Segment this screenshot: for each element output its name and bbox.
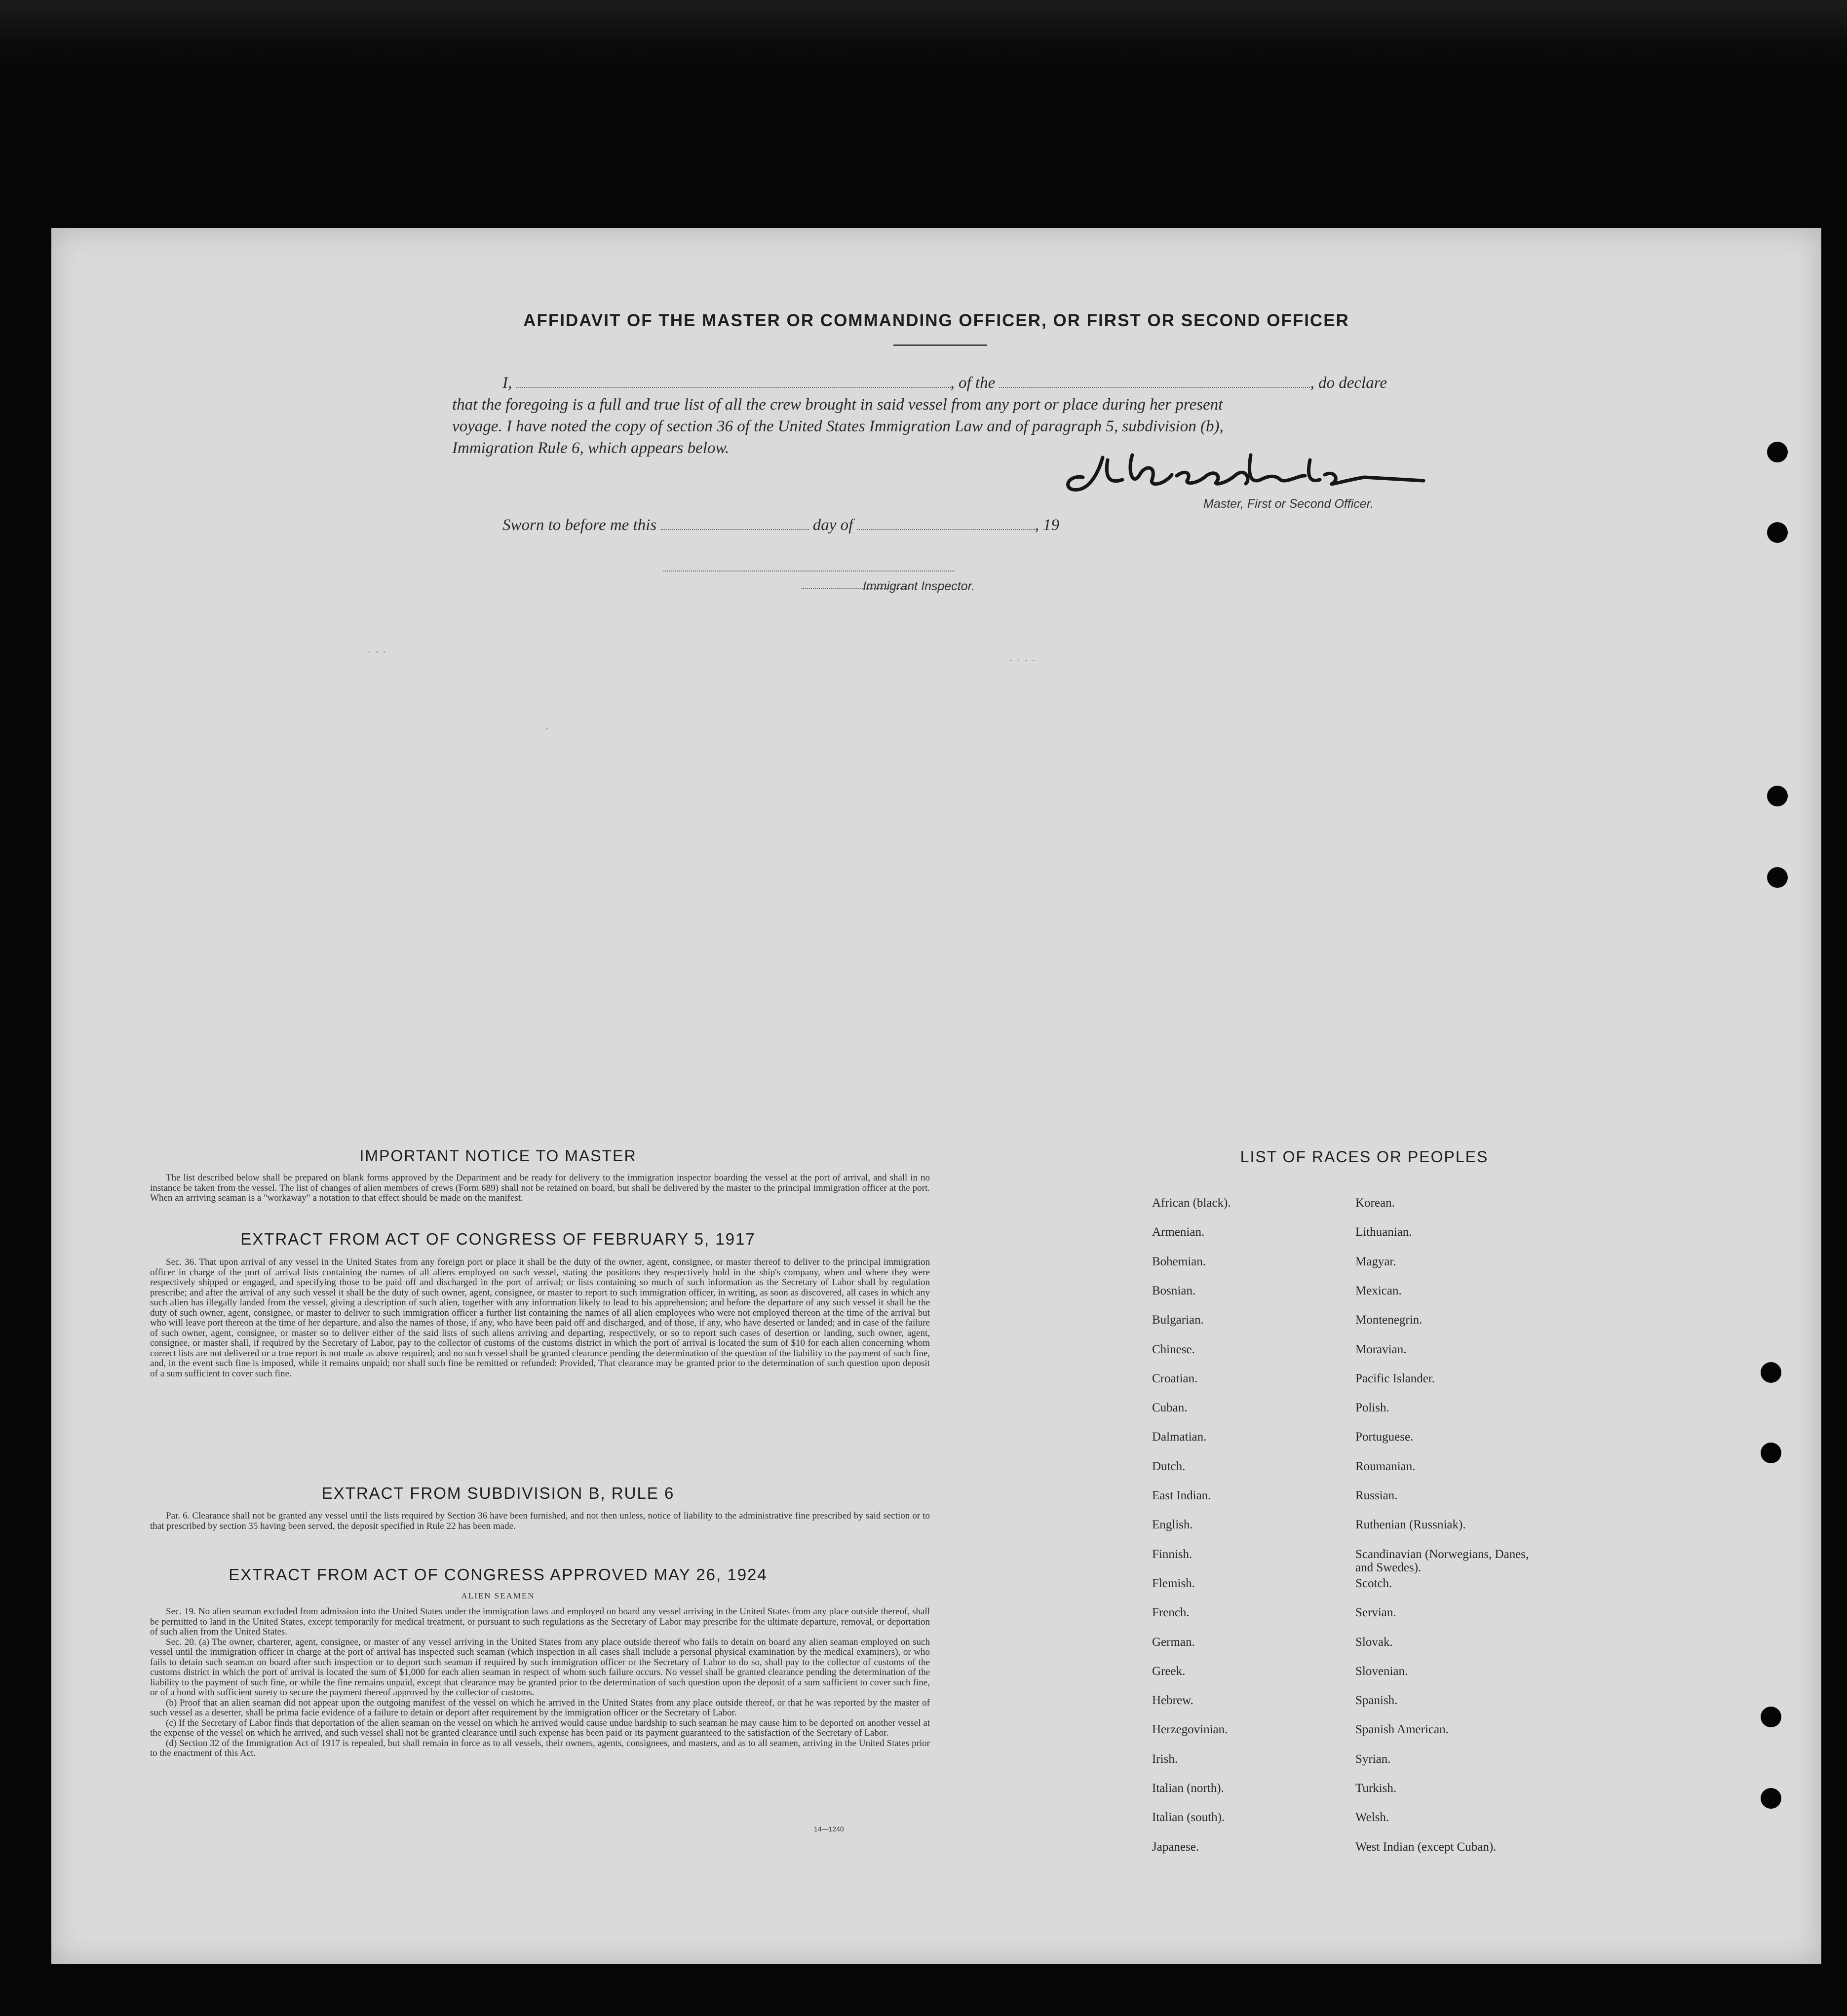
races-title: LIST OF RACES OR PEOPLES xyxy=(1240,1148,1489,1166)
affidavit-title: AFFIDAVIT OF THE MASTER OR COMMANDING OFFICER, OR FIRST OR SECOND OFFICER xyxy=(523,311,1349,330)
race-item: Bulgarian. xyxy=(1152,1313,1204,1327)
document-page xyxy=(51,228,1821,1964)
race-item: Armenian. xyxy=(1152,1225,1205,1239)
master-caption: Master, First or Second Officer. xyxy=(1203,497,1374,511)
race-item: Syrian. xyxy=(1355,1752,1391,1766)
race-item: English. xyxy=(1152,1518,1193,1531)
extract-1924-sec20c: (c) If the Secretary of Labor finds that deportation of the alien seaman on the vessel on which he arrived would cause undue hardship to such seaman he may cause him to be deported on another vessel at the expense of the vessel on which he arrived, and such vessel shall not be granted clearance until such expense has been paid or its payment guaranteed to the satisfaction of the Secretary of Labor. xyxy=(150,1717,930,1738)
notice-text: The list described below shall be prepared on blank forms approved by the Department and be ready for delivery to the immigration inspector boarding the vessel at the port of arrival, and shall in no instance be taken from the vessel. The list of changes of alien members of crews (Form 689) shall not be retained on board, but shall be delivered by the master to the principal immigration officer at the port. When an arriving seaman is a "workaway" a notation to that effect should be made on the manifest. xyxy=(150,1173,930,1203)
master-signature xyxy=(1058,445,1502,504)
race-item: West Indian (except Cuban). xyxy=(1355,1840,1497,1854)
race-item: German. xyxy=(1152,1636,1195,1649)
race-item: Scandinavian (Norwegians, Danes, and Swedes). xyxy=(1355,1548,1529,1574)
race-item: Finnish. xyxy=(1152,1548,1193,1561)
binder-hole xyxy=(1767,442,1788,462)
vessel-name-field[interactable] xyxy=(999,387,1310,388)
binder-hole xyxy=(1767,522,1788,543)
affidavit-line1-prefix: I, xyxy=(502,374,512,392)
race-item: Italian (north). xyxy=(1152,1782,1224,1795)
race-item: Lithuanian. xyxy=(1355,1225,1412,1239)
race-item: Slovenian. xyxy=(1355,1665,1408,1678)
extract-rule6-text: Par. 6. Clearance shall not be granted any vessel until the lists required by Section 36 have been furnished, and not then unless, notice of liability to the administrative fine prescribed by said section or to that prescribed by section 35 having been served, the deposit specified in Rule 22 has been made. xyxy=(150,1511,930,1531)
affidavit-line-2: that the foregoing is a full and true list of all the crew brought in said vessel from any port or place during her present xyxy=(452,396,1223,414)
extract-1924-title: EXTRACT FROM ACT OF CONGRESS APPROVED MAY 26, 1924 xyxy=(229,1565,768,1584)
race-item: African (black). xyxy=(1152,1196,1231,1210)
race-item: Portuguese. xyxy=(1355,1430,1414,1444)
scan-border-top xyxy=(0,0,1847,69)
race-item: Flemish. xyxy=(1152,1577,1195,1590)
race-item: Russian. xyxy=(1355,1489,1398,1502)
race-item: Roumanian. xyxy=(1355,1460,1416,1473)
extract-1917-text: Sec. 36. That upon arrival of any vessel in the United States from any foreign port or place it shall be the duty of the owner, agent, consignee, or master thereof to deliver to the principal immigration officer in charge of the port of arrival lists containing the names of all aliens employed on such vessel, stating the positions they respectively hold in the ship's company, when and where they were respectively shipped or engaged, and specifying those to be paid off and discharged in the port of arrival; or lists containing so much of such information as the Secretary of Labor shall by regulation prescribe; and after the arrival of any such vessel it shall be the duty of such owner, agent, consignee, or master to report to such immigration officer, in writing, as soon as discovered, all cases in which any such alien has illegally landed from the vessel, giving a description of such alien, together with any information likely to lead to his apprehension; and before the departure of any such vessel it shall be the duty of such owner, agent, consignee, or master to deliver to such immigration officer a further list containing the names of all alien employees who were not employed thereon at the time of the arrival but who will leave port thereon at the time of her departure, and also the names of those, if any, who have been paid off and discharged, and of those, if any, who have deserted or landed; and in case of the failure of such owner, agent, consignee, or master so to deliver either of the said lists of such aliens arriving and departing, respectively, or so to report such cases of desertion or landing, such owner, agent, consignee, or master shall, if required by the Secretary of Labor, pay to the collector of customs of the customs district in which the port of arrival is located the sum of $10 for each alien concerning whom correct lists are not delivered or a true report is not made as above required; and no such vessel shall be granted clearance pending the determination of the question of the liability to the payment of such fine, and, in the event such fine is imposed, while it remains unpaid; nor shall such fine be remitted or refunded: Provided, That clearance may be granted prior to the determination of such question upon deposit of a sum sufficient to cover such fine. xyxy=(150,1257,930,1379)
sworn-month-field[interactable] xyxy=(857,529,1035,530)
binder-hole xyxy=(1761,1362,1781,1383)
race-item: Montenegrin. xyxy=(1355,1313,1423,1327)
race-item: Servian. xyxy=(1355,1606,1396,1619)
race-item: Japanese. xyxy=(1152,1840,1199,1854)
affidavit-line1-suffix: , do declare xyxy=(1310,374,1387,392)
bleed-through-mark: · · · xyxy=(367,645,386,659)
title-rule xyxy=(893,344,987,346)
race-item: French. xyxy=(1152,1606,1190,1619)
inspector-caption: Immigrant Inspector. xyxy=(863,579,975,593)
extract-1924-sec20d: (d) Section 32 of the Immigration Act of 1917 is repealed, but shall remain in force as to all vessels, their owners, agents, consignees, and masters, and as to all seamen, arriving in the United States prior to the enactment of this Act. xyxy=(150,1738,930,1758)
extract-rule6-title: EXTRACT FROM SUBDIVISION B, RULE 6 xyxy=(321,1484,675,1502)
bleed-through-mark: · xyxy=(545,722,549,736)
sworn-prefix: Sworn to before me this xyxy=(502,516,657,534)
race-item: Bohemian. xyxy=(1152,1255,1206,1268)
binder-hole xyxy=(1767,867,1788,888)
affidavit-line-3: voyage. I have noted the copy of section 36 of the United States Immigration Law and of paragraph 5, subdivision (b), xyxy=(452,418,1224,435)
race-item: Greek. xyxy=(1152,1665,1186,1678)
race-item: Italian (south). xyxy=(1152,1811,1225,1824)
extract-1924-sec20b: (b) Proof that an alien seaman did not appear upon the outgoing manifest of the vessel on which he arrived in the United States from any place outside thereof, or that he was reported by the master of such vessel as a deserter, shall be prima facie evidence of a failure to detain or deport after requirement by the immigration officer or the Secretary of Labor. xyxy=(150,1697,930,1718)
extract-1924-body xyxy=(150,1607,930,1759)
binder-hole xyxy=(1761,1443,1781,1463)
sworn-day-field[interactable] xyxy=(661,529,809,530)
race-item: Polish. xyxy=(1355,1401,1389,1414)
extract-1924-sec20a: Sec. 20. (a) The owner, charterer, agent, consignee, or master of any vessel arriving in the United States from any place outside thereof who fails to detain on board any alien seaman employed on such vessel until the immigration officer in charge at the port of arrival has inspected such seaman (which inspection in all cases shall include a personal physical examination by the medical examiners), or who fails to detain such seaman on board after such inspection or to deport such seaman if required by such immigration officer or the Secretary of Labor to do so, shall pay to the collector of customs of the customs district in which the port of arrival is located the sum of $1,000 for each alien seaman in respect of whom such failure occurs. No vessel shall be granted clearance pending the determination of the liability to the payment of such fine, or while the fine remains unpaid, except that clearance may be granted prior to the determination of such question upon the deposit of a sum sufficient to cover such fine, or of a bond with sufficient surety to secure the payment thereof approved by the collector of customs. xyxy=(150,1636,930,1698)
bleed-through-mark: · · · · xyxy=(1009,653,1036,668)
race-item: Bosnian. xyxy=(1152,1284,1196,1297)
form-number: 14—1240 xyxy=(814,1825,844,1833)
race-item: Turkish. xyxy=(1355,1782,1397,1795)
races-list-left xyxy=(1152,1196,1330,1887)
notice-title: IMPORTANT NOTICE TO MASTER xyxy=(359,1147,637,1165)
race-item: Moravian. xyxy=(1355,1343,1407,1356)
race-item: East Indian. xyxy=(1152,1489,1211,1502)
sworn-mid: day of xyxy=(812,516,853,534)
race-item: Spanish American. xyxy=(1355,1723,1449,1736)
affidavit-line-4: Immigration Rule 6, which appears below. xyxy=(452,439,730,457)
race-item: Mexican. xyxy=(1355,1284,1402,1297)
race-item: Welsh. xyxy=(1355,1811,1389,1824)
race-item: Ruthenian (Russniak). xyxy=(1355,1518,1466,1531)
race-item: Croatian. xyxy=(1152,1372,1198,1385)
race-item: Scotch. xyxy=(1355,1577,1392,1590)
race-item: Korean. xyxy=(1355,1196,1395,1210)
race-item: Dutch. xyxy=(1152,1460,1186,1473)
races-list-right xyxy=(1355,1196,1612,1887)
sworn-suffix: , 19 xyxy=(1035,516,1060,534)
race-item: Slovak. xyxy=(1355,1636,1393,1649)
race-item: Pacific Islander. xyxy=(1355,1372,1435,1385)
race-item: Irish. xyxy=(1152,1752,1178,1766)
race-item: Hebrew. xyxy=(1152,1694,1193,1707)
affidavit-line1-mid: , of the xyxy=(950,374,996,392)
binder-hole xyxy=(1761,1788,1781,1809)
race-item: Magyar. xyxy=(1355,1255,1396,1268)
extract-1924-subtitle: ALIEN SEAMEN xyxy=(461,1591,535,1600)
affidavit-line-1 xyxy=(502,374,1387,392)
race-item: Spanish. xyxy=(1355,1694,1398,1707)
binder-hole xyxy=(1761,1707,1781,1727)
sworn-line xyxy=(502,516,1059,534)
race-item: Chinese. xyxy=(1152,1343,1195,1356)
master-name-field[interactable] xyxy=(516,387,951,388)
binder-hole xyxy=(1767,786,1788,806)
extract-1917-title: EXTRACT FROM ACT OF CONGRESS OF FEBRUARY 5, 1917 xyxy=(240,1230,756,1248)
race-item: Cuban. xyxy=(1152,1401,1188,1414)
race-item: Dalmatian. xyxy=(1152,1430,1207,1444)
race-item: Herzegovinian. xyxy=(1152,1723,1228,1736)
extract-1924-sec19: Sec. 19. No alien seaman excluded from admission into the United States under the immigration laws and employed on board any vessel arriving in the United States from any place outside thereof, shall be permitted to land in the United States, except temporarily for medical treatment, or pursuant to such regulations as the Secretary of Labor may prescribe for the ultimate departure, removal, or deportation of such alien from the United States. xyxy=(150,1606,930,1637)
